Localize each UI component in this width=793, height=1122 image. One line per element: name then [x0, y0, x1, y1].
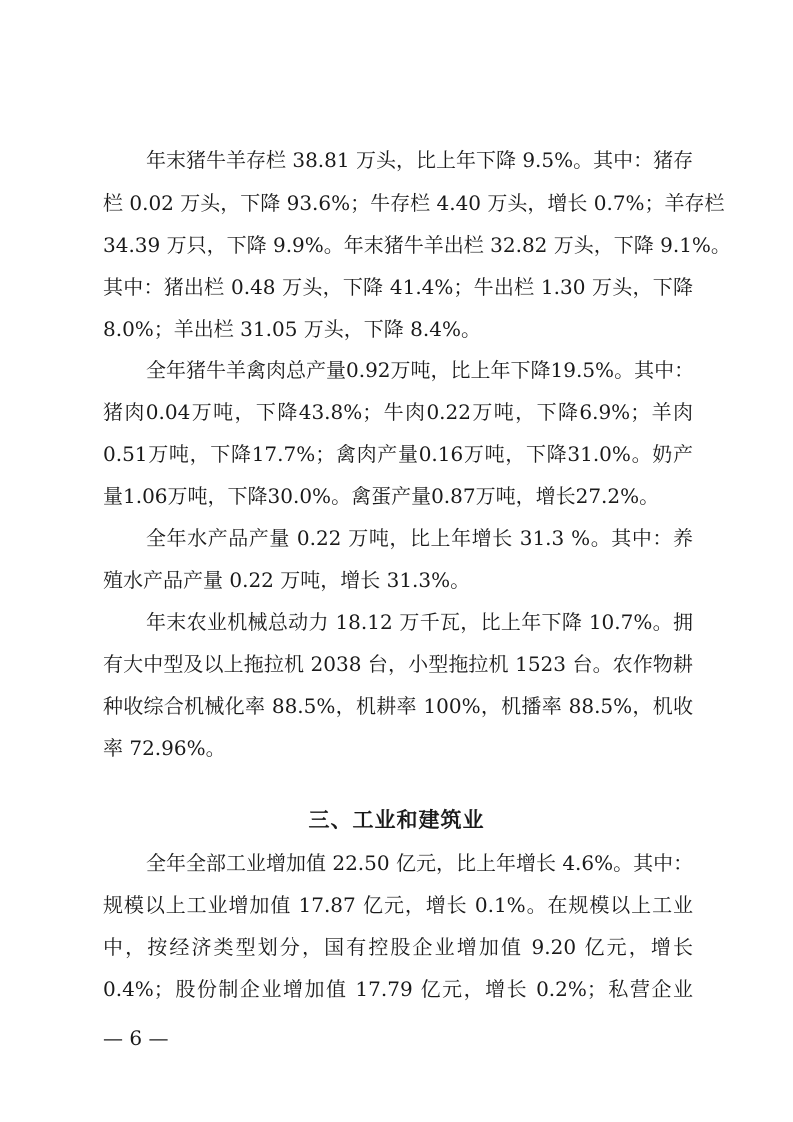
section-heading: 三、工业和建筑业	[308, 808, 485, 832]
paragraph-1-line-5: 8.0%；羊出栏 31.05 万头，下降 8.4%。	[103, 317, 481, 341]
paragraph-1-line-2: 栏 0.02 万头，下降 93.6%；牛存栏 4.40 万头，增长 0.7%；羊存栏	[103, 191, 725, 215]
section-paragraph-line-3: 中，按经济类型划分，国有控股企业增加值 9.20 亿元，增长	[103, 935, 693, 959]
paragraph-2-line-2: 猪肉0.04万吨，下降43.8%；牛肉0.22万吨，下降6.9%；羊肉	[103, 400, 693, 424]
paragraph-4-line-2: 有大中型及以上拖拉机 2038 台，小型拖拉机 1523 台。农作物耕	[103, 652, 693, 676]
paragraph-3-line-1: 全年水产品产量 0.22 万吨，比上年增长 31.3 %。其中：养	[146, 526, 693, 550]
paragraph-4-line-1: 年末农业机械总动力 18.12 万千瓦，比上年下降 10.7%。拥	[146, 610, 693, 634]
paragraph-1-line-3: 34.39 万只，下降 9.9%。年末猪牛羊出栏 32.82 万头，下降 9.1%。	[103, 233, 731, 257]
section-paragraph-line-1: 全年全部工业增加值 22.50 亿元，比上年增长 4.6%。其中：	[146, 851, 694, 875]
paragraph-2-line-3: 0.51万吨，下降17.7%；禽肉产量0.16万吨，下降31.0%。奶产	[103, 442, 693, 466]
paragraph-4-line-4: 率 72.96%。	[103, 736, 226, 760]
paragraph-1-line-4: 其中：猪出栏 0.48 万头，下降 41.4%；牛出栏 1.30 万头，下降	[103, 275, 693, 299]
paragraph-3-line-2: 殖水产品产量 0.22 万吨，增长 31.3%。	[103, 568, 471, 592]
paragraph-1-line-1: 年末猪牛羊存栏 38.81 万头，比上年下降 9.5%。其中：猪存	[146, 148, 694, 172]
paragraph-2-line-1: 全年猪牛羊禽肉总产量0.92万吨，比上年下降19.5%。其中：	[146, 358, 695, 382]
paragraph-2-line-4: 量1.06万吨，下降30.0%。禽蛋产量0.87万吨，增长27.2%。	[103, 484, 660, 508]
section-paragraph-line-2: 规模以上工业增加值 17.87 亿元，增长 0.1%。在规模以上工业	[103, 893, 693, 917]
paragraph-4-line-3: 种收综合机械化率 88.5%，机耕率 100%，机播率 88.5%，机收	[103, 694, 693, 718]
page-number: — 6 —	[103, 1026, 169, 1050]
section-paragraph-line-4: 0.4%；股份制企业增加值 17.79 亿元，增长 0.2%；私营企业	[103, 977, 693, 1001]
